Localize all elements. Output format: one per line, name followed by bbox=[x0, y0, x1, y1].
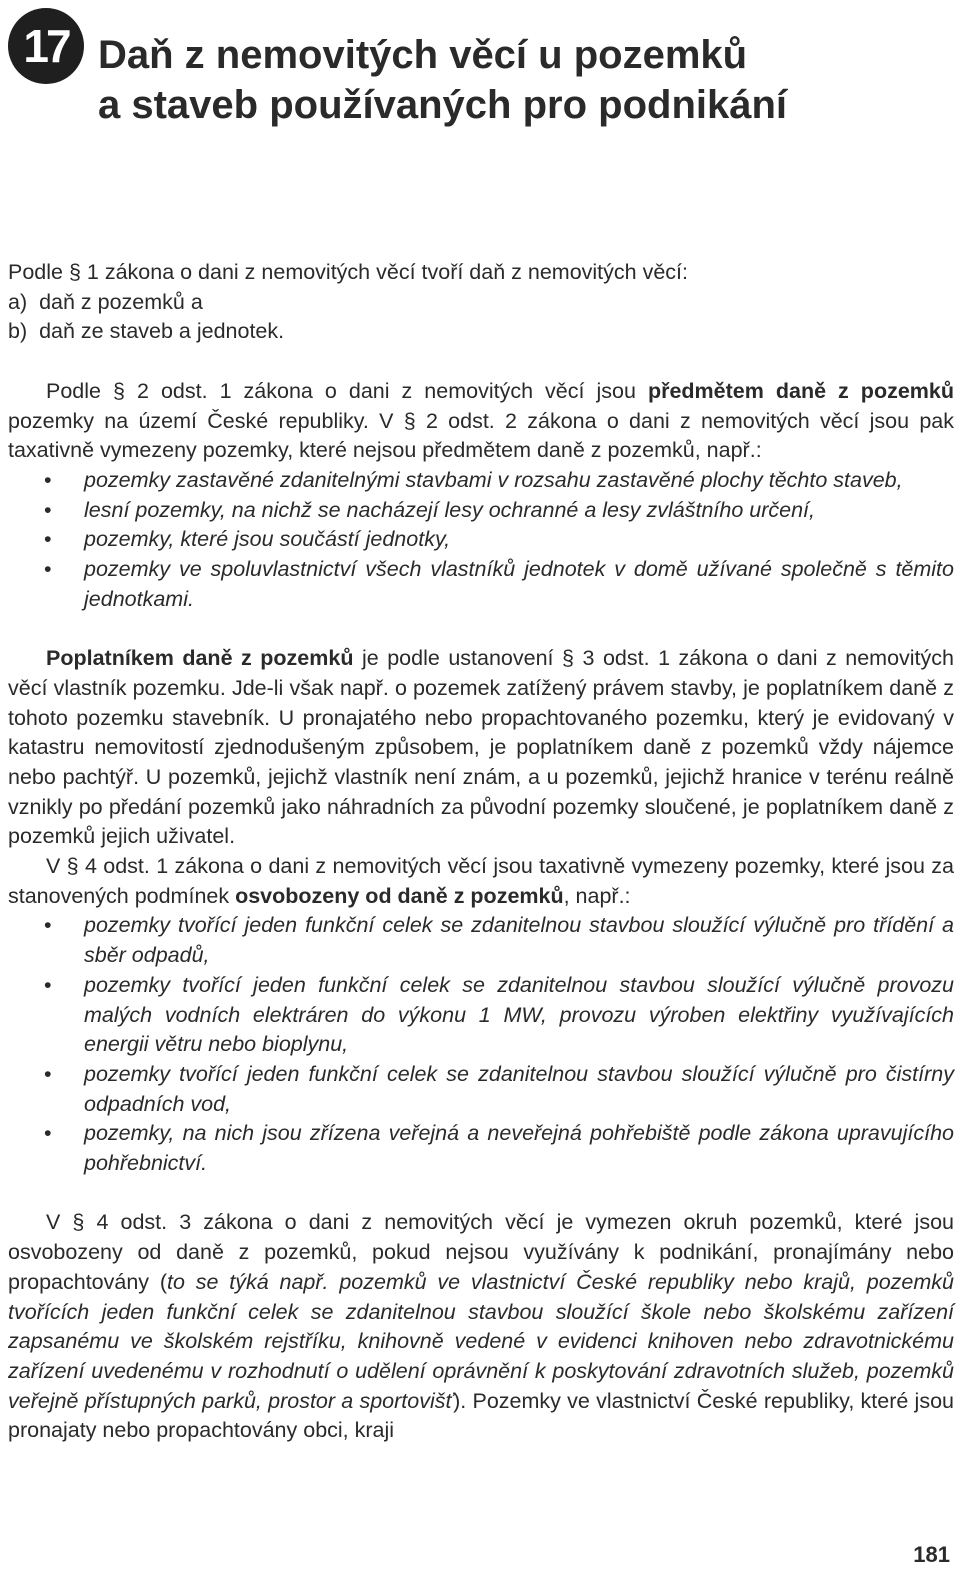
exempt-list bbox=[8, 911, 954, 1178]
bullet-icon: • bbox=[44, 527, 52, 552]
list-item bbox=[8, 1119, 954, 1178]
list-item-text: pozemky tvořící jeden funkční celek se zdanitelnou stavbou sloužící výlučně pro třídění a sběr odpadů, bbox=[84, 913, 954, 968]
subject-text-2: pozemky na území České republiky. V § 2 odst. 2 zákona o dani z nemovitých věcí jsou pak taxativně vymezeny pozemky, které nejsou předmětem daně z pozemků, např.: bbox=[8, 408, 954, 463]
subject-bold-term: předmětem daně z pozemků bbox=[647, 378, 954, 403]
chapter-title-line-1: Daň z nemovitých věcí u pozemků bbox=[98, 33, 748, 77]
list-item bbox=[8, 555, 954, 614]
scope-italic-text: to se týká např. pozemků ve vlastnictví České republiky nebo krajů, pozemků tvořících jeden funkční celek se zdanitelnou stavbou sloužící škole nebo školskému zařízení zapsanému ve školském rejstříku, knihovně vedené v evidenci knihoven nebo zdravotnickému zařízení uvedenému v rozhodnutí o udělení oprávnění k poskytování zdravotních služeb, pozemků veřejně přístupných parků, prostor a sportovišť bbox=[8, 1269, 954, 1413]
intro-item-a: a) daň z pozemků a bbox=[8, 289, 203, 314]
exempt-paragraph bbox=[8, 852, 954, 911]
list-item-text: pozemky, na nich jsou zřízena veřejná a neveřejná pohřebiště podle zákona upravujícího pohřebnictví. bbox=[84, 1121, 954, 1176]
chapter-title-line-2: a staveb používaných pro podnikání bbox=[98, 83, 788, 127]
list-item-text: pozemky, které jsou součástí jednotky, bbox=[84, 527, 451, 552]
bullet-icon: • bbox=[44, 467, 52, 492]
list-item-text: lesní pozemky, na nichž se nacházejí lesy ochranné a lesy zvláštního určení, bbox=[84, 497, 815, 522]
taxpayer-bold-term: Poplatníkem daně z pozemků bbox=[46, 646, 354, 671]
list-item bbox=[8, 1060, 954, 1119]
exempt-text-2: , např.: bbox=[563, 883, 631, 908]
scope-paragraph bbox=[8, 1208, 954, 1446]
exempt-bold-term: osvobozeny od daně z pozemků bbox=[235, 883, 564, 908]
list-item bbox=[8, 971, 954, 1060]
taxpayer-paragraph bbox=[8, 644, 954, 852]
subject-text-1: Podle § 2 odst. 1 zákona o dani z nemovitých věcí jsou bbox=[46, 378, 648, 403]
bullet-icon: • bbox=[44, 1061, 52, 1086]
list-item bbox=[8, 525, 954, 555]
bullet-icon: • bbox=[44, 913, 52, 938]
intro-paragraph bbox=[8, 258, 954, 347]
chapter-title bbox=[98, 30, 787, 130]
list-item-text: pozemky tvořící jeden funkční celek se zdanitelnou stavbou sloužící výlučně provozu malých vodních elektráren do výkonu 1 MW, provozu výroben elektřiny využívajících energii větru nebo bioplynu, bbox=[84, 972, 954, 1057]
bullet-icon: • bbox=[44, 497, 52, 522]
intro-line: Podle § 1 zákona o dani z nemovitých věcí tvoří daň z nemovitých věcí: bbox=[8, 260, 688, 284]
bullet-icon: • bbox=[44, 557, 52, 582]
list-item bbox=[8, 466, 954, 496]
page-number: 181 bbox=[913, 1542, 950, 1567]
exempt-text-1: V § 4 odst. 1 zákona o dani z nemovitých věcí jsou taxativně vymezeny pozemky, které jsou za stanovených podmínek bbox=[8, 854, 954, 908]
list-item-text: pozemky zastavěné zdanitelnými stavbami v rozsahu zastavěné plochy těchto staveb, bbox=[84, 467, 903, 492]
scope-text-1: V § 4 odst. 3 zákona o dani z nemovitých věcí je vymezen okruh pozemků, které jsou osvobozeny od daně z pozemků, pokud nejsou využívány k podnikání, pronajímány nebo propachtovány ( bbox=[8, 1210, 954, 1294]
subject-paragraph bbox=[8, 377, 954, 466]
list-item bbox=[8, 496, 954, 526]
chapter-number-badge: 17 bbox=[8, 8, 84, 84]
list-item bbox=[8, 911, 954, 970]
bullet-icon: • bbox=[44, 1121, 52, 1146]
body-text bbox=[8, 258, 954, 1446]
scope-text-2: ). Pozemky ve vlastnictví České republiky, které jsou pronajaty nebo propachtovány obci, kraji bbox=[8, 1388, 954, 1443]
list-item-text: pozemky ve spoluvlastnictví všech vlastníků jednotek v domě užívané společně s těmito jednotkami. bbox=[84, 557, 954, 611]
not-subject-list bbox=[8, 466, 954, 615]
taxpayer-text: je podle ustanovení § 3 odst. 1 zákona o dani z nemovitých věcí vlastník pozemku. Jde-li však např. o pozemek zatížený právem stavby, je poplatníkem daně z tohoto pozemku stavebník. U pronajatého nebo propachtovaného pozemku, který je evidovaný v katastru nemovitostí zjednodušeným způsobem, je poplatníkem daně z pozemků vždy nájemce nebo pachtýř. U pozemků, jejichž vlastník není znám, a u pozemků, jejichž hranice v terénu reálně vznikly po předání pozemků jako náhradních za původní pozemky sloučené, je poplatníkem daně z pozemků jejich uživatel. bbox=[8, 646, 954, 849]
list-item-text: pozemky tvořící jeden funkční celek se zdanitelnou stavbou sloužící výlučně pro čistírny odpadních vod, bbox=[84, 1061, 954, 1116]
intro-item-b: b) daň ze staveb a jednotek. bbox=[8, 319, 285, 344]
bullet-icon: • bbox=[44, 972, 52, 997]
